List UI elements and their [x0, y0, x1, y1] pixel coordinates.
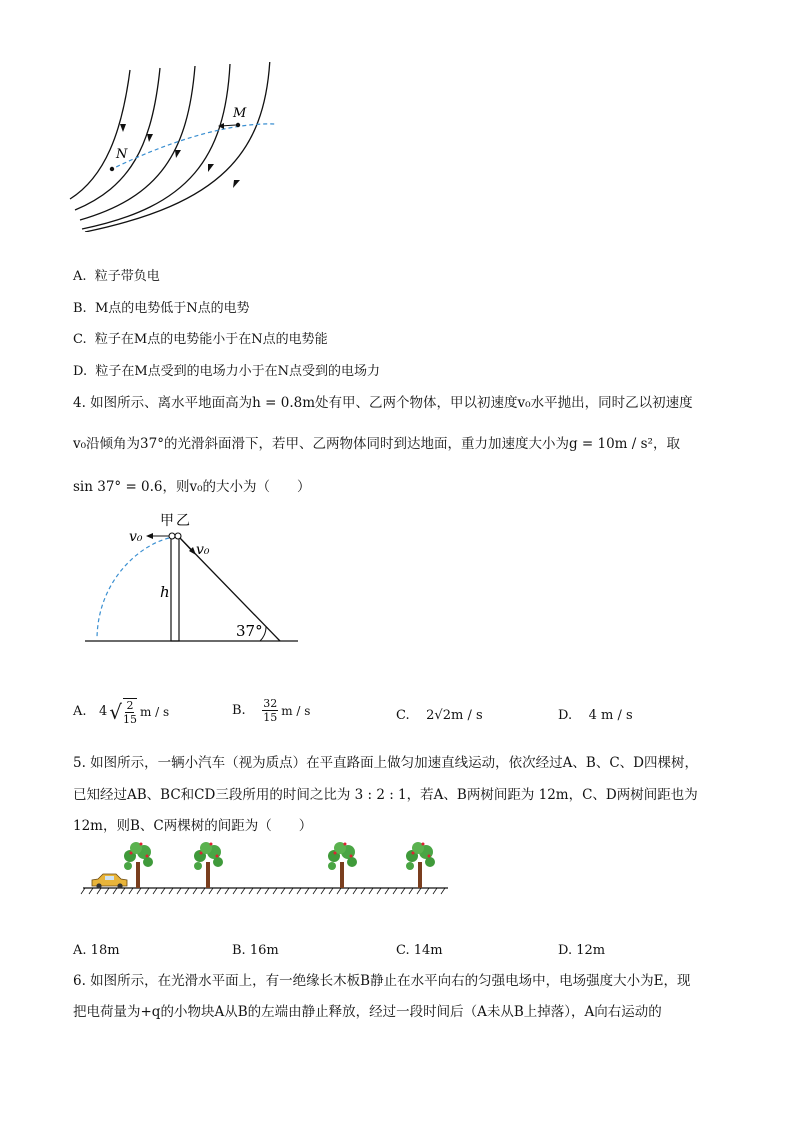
q3-option-a: A. 粒子带负电 [73, 269, 160, 284]
point-m [236, 123, 240, 127]
q4-option-a: A. 4 √ $\frac{2}{15}$ m / s [73, 699, 170, 726]
road-trees-figure [80, 838, 455, 898]
q5-line-3: 12m，则B、C两棵树的间距为（ ） [73, 818, 313, 834]
tree-icon [124, 842, 153, 888]
point-n [110, 167, 114, 171]
q5-option-b: B. 16m [232, 943, 279, 958]
q3-option-b: B. M点的电势低于N点的电势 [73, 301, 250, 316]
incline-figure [80, 510, 310, 650]
tree-icon [406, 842, 435, 888]
q6-line-2: 把电荷量为+q的小物块A从B的左端由静止释放，经过一段时间后（A未从B上掉落），A向右运动的 [73, 1004, 662, 1020]
q4-line-2: v₀沿倾角为37°的光滑斜面滑下，若甲、乙两物体同时到达地面，重力加速度大小为g = 10m / s²，取 [73, 436, 680, 452]
field-line [80, 66, 195, 220]
field-line [75, 68, 160, 210]
q5-option-d: D. 12m [558, 943, 606, 958]
q4-option-b: B. $\frac{32}{15}$ m / s [232, 697, 311, 724]
q5-option-a: A. 18m [73, 943, 120, 958]
label-v0-left: v₀ [129, 529, 143, 545]
q5-option-c: C. 14m [396, 943, 443, 958]
label-jia: 甲 [160, 513, 174, 529]
label-angle: 37° [236, 622, 263, 640]
tree-icon [328, 842, 357, 888]
label-v0-right: v₀ [196, 542, 210, 558]
projectile-path [97, 538, 169, 638]
q3-option-c: C. 粒子在M点的电势能小于在N点的电势能 [73, 332, 328, 347]
v0-left-arrow [146, 533, 153, 539]
q4-option-d: D. 4 m / s [558, 708, 633, 723]
q4-line-3: sin 37° = 0.6，则v₀的大小为（ ） [73, 479, 311, 495]
pillar [171, 537, 179, 641]
q5-line-1: 5. 如图所示，一辆小汽车（视为质点）在平直路面上做匀加速直线运动，依次经过A、B、C、D四棵树， [73, 755, 698, 771]
tree-icon [194, 842, 223, 888]
q6-line-1: 6. 如图所示，在光滑水平面上，有一绝缘长木板B静止在水平向右的匀强电场中，电场强度大小为E，现 [73, 973, 691, 989]
object-jia [169, 533, 175, 539]
object-yi [175, 533, 181, 539]
car-icon [92, 874, 127, 889]
q5-line-2: 已知经过AB、BC和CD三段所用的时间之比为 3 : 2 : 1，若A、B两树间距为 12m，C、D两树间距也为 [73, 787, 698, 803]
label-m: M [233, 106, 247, 121]
label-n: N [116, 147, 128, 162]
q3-option-d: D. 粒子在M点受到的电场力小于在N点受到的电场力 [73, 364, 381, 379]
field-line [85, 62, 270, 232]
field-line [82, 64, 230, 229]
q4-option-c: C. 2√2m / s [396, 708, 483, 723]
trajectory-dashed [110, 124, 275, 170]
road-hatch [81, 888, 445, 894]
field-lines-figure [60, 62, 290, 232]
label-yi: 乙 [176, 513, 190, 529]
q4-line-1: 4. 如图所示、离水平地面高为h = 0.8m处有甲、乙两个物体，甲以初速度v₀水平抛出，同时乙以初速度 [73, 395, 693, 411]
label-h: h [160, 583, 170, 601]
